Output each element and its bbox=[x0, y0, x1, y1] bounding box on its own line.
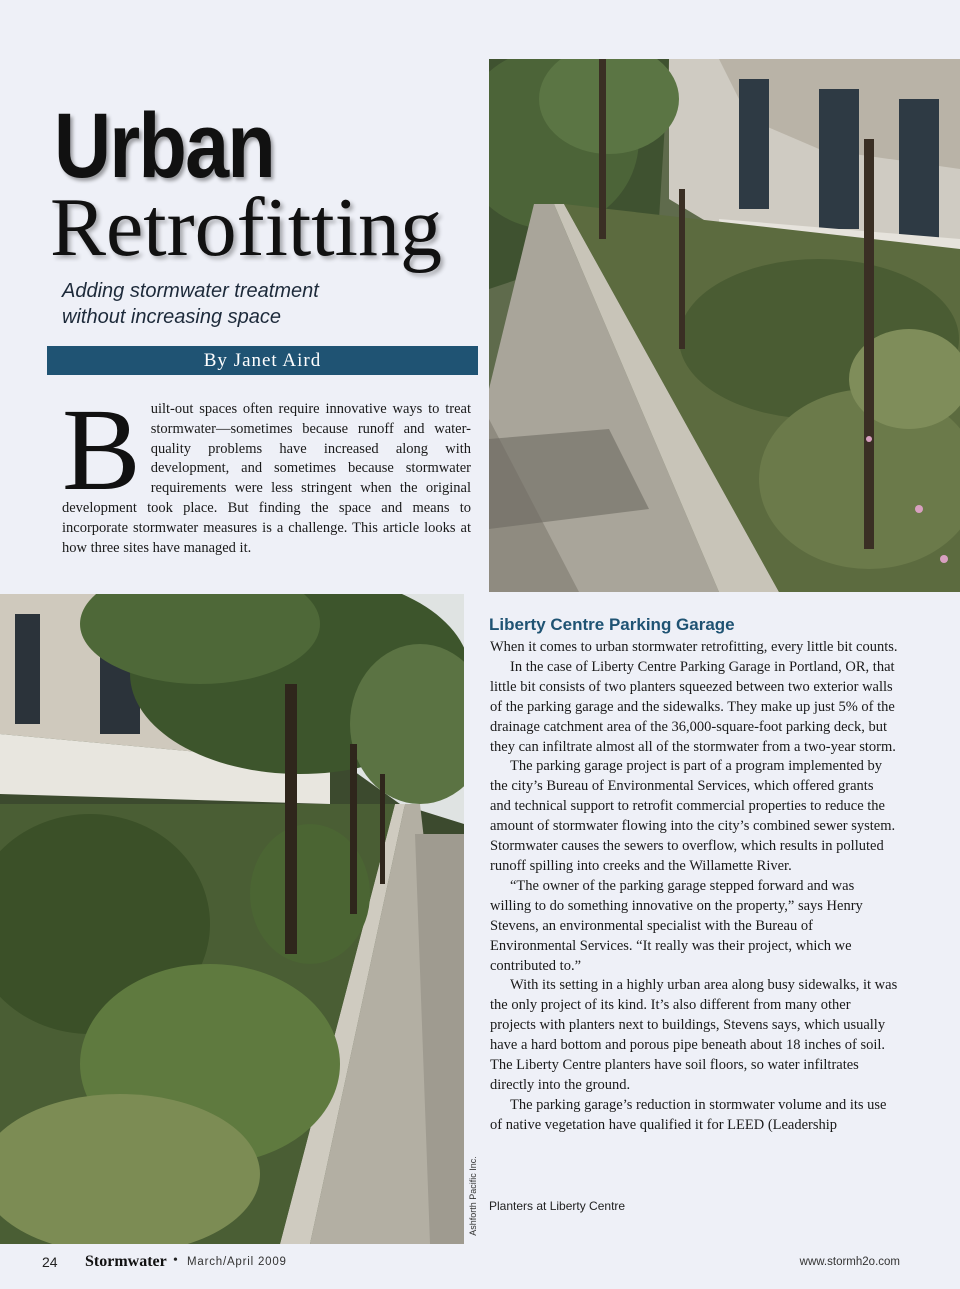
page-number: 24 bbox=[42, 1254, 58, 1270]
magazine-name: Stormwater bbox=[85, 1253, 167, 1270]
subtitle-line-1: Adding stormwater treatment bbox=[62, 280, 319, 302]
subtitle-line-2: without increasing space bbox=[62, 306, 282, 328]
photo-credit-text: Ashforth Pacific Inc. bbox=[468, 1156, 478, 1236]
section-heading: Liberty Centre Parking Garage bbox=[489, 615, 735, 634]
website-url: www.stormh2o.com bbox=[799, 1256, 900, 1268]
drop-cap: B bbox=[62, 384, 141, 515]
byline-bar: By Janet Aird bbox=[47, 346, 478, 375]
photo-top-illustration bbox=[489, 59, 960, 592]
title-urban: Urban bbox=[54, 95, 274, 197]
article-paragraph-3: The parking garage project is part of a program implemented by the city’s Bureau of Environmental Services, which offered grants and technical support to retrofit commercial properties to reduce the amount of stormwater flowing into the city’s combined sewer system. Stormwater causes the sewers to overflow, which results in polluted runoff spilling into creeks and the Willamette River. bbox=[490, 758, 896, 874]
planter-sidewalk-photo-top bbox=[489, 59, 960, 592]
article-body bbox=[490, 638, 898, 1136]
intro-paragraph bbox=[62, 384, 471, 558]
photo-caption: Planters at Liberty Centre bbox=[489, 1199, 626, 1213]
photo-credit bbox=[466, 1150, 480, 1242]
article-paragraph-6: The parking garage’s reduction in stormwater volume and its use of native vegetation have qualified it for LEED (Leadership bbox=[490, 1096, 887, 1133]
planter-sidewalk-photo-left bbox=[0, 594, 464, 1244]
photo-left-illustration bbox=[0, 594, 464, 1244]
intro-text: uilt-out spaces often require innovative ways to treat stormwater—sometimes because runoff and water-quality problems have increased along with development, and sometimes because stormwater requirements were less stringent when the original development took place. But finding the space and means to incorporate stormwater measures is a challenge. This article looks at how three sites have managed it. bbox=[62, 401, 471, 556]
title-retrofitting: Retrofitting bbox=[50, 181, 442, 274]
article-paragraph-4: “The owner of the parking garage stepped forward and was willing to do something innovative on the property,” says Henry Stevens, an environmental specialist with the Bureau of Environmental Services. “It really was their project, which we contributed to.” bbox=[490, 877, 863, 974]
subtitle bbox=[62, 278, 462, 330]
article-paragraph-5: With its setting in a highly urban area along busy sidewalks, it was the only project of its kind. It’s also different from many other projects with planters next to buildings, Stevens says, which usually have a hard bottom and porous pipe beneath about 18 inches of soil. The Liberty Centre planters have soil floors, so water infiltrates directly into the ground. bbox=[490, 977, 898, 1093]
issue-date: March/April 2009 bbox=[187, 1256, 287, 1268]
page-footer bbox=[0, 1246, 960, 1276]
article-paragraph-1: When it comes to urban stormwater retrofitting, every little bit counts. bbox=[490, 639, 898, 655]
article-paragraph-2: In the case of Liberty Centre Parking Garage in Portland, OR, that little bit consists of two planters squeezed between two exterior walls of the parking garage and the sidewalks. They make up just 5% of the drainage catchment area of the 36,000-square-foot parking deck, but they can infiltrate almost all of the stormwater from a two-year storm. bbox=[490, 658, 896, 755]
footer-bullet: • bbox=[173, 1253, 178, 1268]
